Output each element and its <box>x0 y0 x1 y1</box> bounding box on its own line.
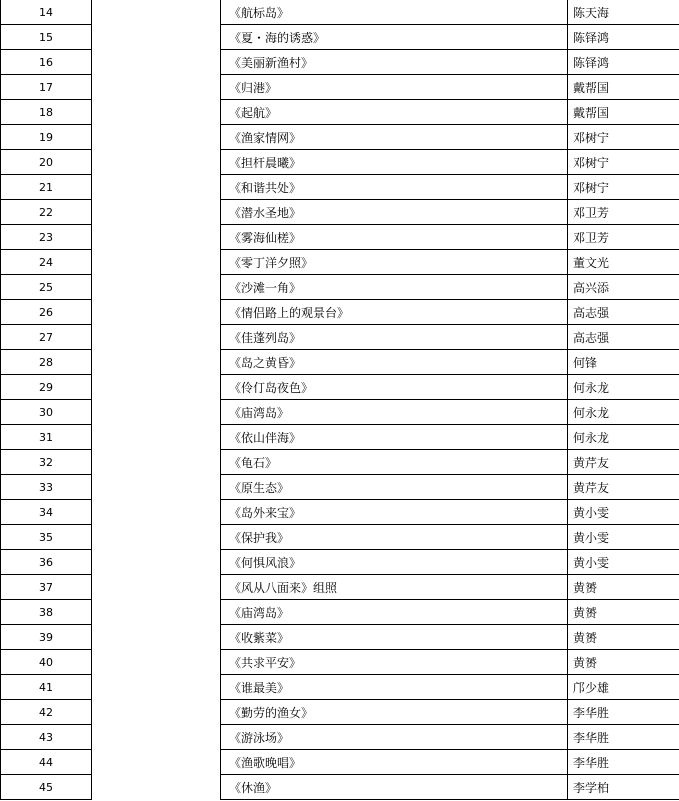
table-row <box>1 50 679 75</box>
table-row <box>1 325 679 350</box>
entry-title-cell: 《伶仃岛夜色》 <box>221 375 568 400</box>
entry-number-cell: 35 <box>1 525 92 550</box>
hidden-column-gap <box>92 625 221 650</box>
entry-number-cell: 39 <box>1 625 92 650</box>
entry-author-cell: 黄小雯 <box>568 500 679 525</box>
entry-author-cell: 黄芹友 <box>568 450 679 475</box>
entry-number-cell: 22 <box>1 200 92 225</box>
table-row <box>1 75 679 100</box>
entry-number-cell: 45 <box>1 775 92 800</box>
hidden-column-gap <box>92 725 221 750</box>
entry-number-cell: 36 <box>1 550 92 575</box>
entry-author-cell: 邓卫芳 <box>568 200 679 225</box>
table-row <box>1 450 679 475</box>
entry-author-cell: 邓树宁 <box>568 175 679 200</box>
hidden-column-gap <box>92 650 221 675</box>
entry-number-cell: 29 <box>1 375 92 400</box>
table-row <box>1 225 679 250</box>
entry-author-cell: 李华胜 <box>568 750 679 775</box>
entry-title-cell: 《何惧风浪》 <box>221 550 568 575</box>
table-row <box>1 475 679 500</box>
entry-author-cell: 黄赟 <box>568 650 679 675</box>
entry-author-cell: 黄小雯 <box>568 550 679 575</box>
hidden-column-gap <box>92 675 221 700</box>
entry-author-cell: 黄赟 <box>568 625 679 650</box>
entry-title-cell: 《和谐共处》 <box>221 175 568 200</box>
hidden-column-gap <box>92 400 221 425</box>
table-row <box>1 0 679 25</box>
hidden-column-gap <box>92 50 221 75</box>
entry-author-cell: 黄芹友 <box>568 475 679 500</box>
entry-title-cell: 《起航》 <box>221 100 568 125</box>
entry-number-cell: 31 <box>1 425 92 450</box>
table-row <box>1 100 679 125</box>
entry-title-cell: 《渔家情网》 <box>221 125 568 150</box>
hidden-column-gap <box>92 350 221 375</box>
entry-number-cell: 26 <box>1 300 92 325</box>
entry-title-cell: 《归港》 <box>221 75 568 100</box>
entry-author-cell: 何永龙 <box>568 375 679 400</box>
entry-number-cell: 16 <box>1 50 92 75</box>
table-row <box>1 350 679 375</box>
entry-number-cell: 34 <box>1 500 92 525</box>
entry-author-cell: 戴帮国 <box>568 75 679 100</box>
hidden-column-gap <box>92 425 221 450</box>
entry-title-cell: 《航标岛》 <box>221 0 568 25</box>
entry-author-cell: 高志强 <box>568 325 679 350</box>
table-row <box>1 675 679 700</box>
entry-title-cell: 《岛之黄昏》 <box>221 350 568 375</box>
entry-number-cell: 33 <box>1 475 92 500</box>
table-row <box>1 425 679 450</box>
entry-title-cell: 《沙滩一角》 <box>221 275 568 300</box>
hidden-column-gap <box>92 700 221 725</box>
entry-author-cell: 邓树宁 <box>568 150 679 175</box>
hidden-column-gap <box>92 375 221 400</box>
entry-number-cell: 25 <box>1 275 92 300</box>
table-row <box>1 750 679 775</box>
entry-author-cell: 何永龙 <box>568 425 679 450</box>
entry-number-cell: 40 <box>1 650 92 675</box>
hidden-column-gap <box>92 200 221 225</box>
entry-title-cell: 《岛外来宝》 <box>221 500 568 525</box>
table-row <box>1 700 679 725</box>
entry-title-cell: 《游泳场》 <box>221 725 568 750</box>
table-row <box>1 175 679 200</box>
entry-author-cell: 邝少雄 <box>568 675 679 700</box>
entry-number-cell: 15 <box>1 25 92 50</box>
entry-author-cell: 何锋 <box>568 350 679 375</box>
entry-number-cell: 41 <box>1 675 92 700</box>
entry-title-cell: 《情侣路上的观景台》 <box>221 300 568 325</box>
entry-number-cell: 14 <box>1 0 92 25</box>
table-row <box>1 400 679 425</box>
entry-number-cell: 38 <box>1 600 92 625</box>
hidden-column-gap <box>92 550 221 575</box>
table-row <box>1 250 679 275</box>
table-row <box>1 200 679 225</box>
entry-title-cell: 《勤劳的渔女》 <box>221 700 568 725</box>
table-row <box>1 625 679 650</box>
table-row <box>1 775 679 800</box>
hidden-column-gap <box>92 325 221 350</box>
entry-title-cell: 《保护我》 <box>221 525 568 550</box>
entry-title-cell: 《零丁洋夕照》 <box>221 250 568 275</box>
entry-number-cell: 30 <box>1 400 92 425</box>
entry-title-cell: 《休渔》 <box>221 775 568 800</box>
entry-title-cell: 《原生态》 <box>221 475 568 500</box>
entry-title-cell: 《渔歌晚唱》 <box>221 750 568 775</box>
entry-title-cell: 《庙湾岛》 <box>221 600 568 625</box>
hidden-column-gap <box>92 300 221 325</box>
entry-number-cell: 24 <box>1 250 92 275</box>
hidden-column-gap <box>92 500 221 525</box>
entry-author-cell: 邓树宁 <box>568 125 679 150</box>
entry-number-cell: 21 <box>1 175 92 200</box>
entry-title-cell: 《风从八面来》组照 <box>221 575 568 600</box>
table-body <box>1 0 679 800</box>
entry-author-cell: 邓卫芳 <box>568 225 679 250</box>
hidden-column-gap <box>92 600 221 625</box>
entry-author-cell: 何永龙 <box>568 400 679 425</box>
table-row <box>1 600 679 625</box>
hidden-column-gap <box>92 175 221 200</box>
table-row <box>1 300 679 325</box>
entry-title-cell: 《美丽新渔村》 <box>221 50 568 75</box>
hidden-column-gap <box>92 100 221 125</box>
table-row <box>1 575 679 600</box>
entry-author-cell: 黄赟 <box>568 600 679 625</box>
entry-number-cell: 23 <box>1 225 92 250</box>
entry-author-cell: 李学柏 <box>568 775 679 800</box>
hidden-column-gap <box>92 150 221 175</box>
hidden-column-gap <box>92 250 221 275</box>
table-row <box>1 550 679 575</box>
entry-title-cell: 《佳蓬列岛》 <box>221 325 568 350</box>
hidden-column-gap <box>92 0 221 25</box>
entry-author-cell: 陈铎鸿 <box>568 50 679 75</box>
entry-author-cell: 陈铎鸿 <box>568 25 679 50</box>
hidden-column-gap <box>92 75 221 100</box>
table-row <box>1 650 679 675</box>
entry-author-cell: 高兴添 <box>568 275 679 300</box>
hidden-column-gap <box>92 775 221 800</box>
hidden-column-gap <box>92 575 221 600</box>
table-row <box>1 525 679 550</box>
entry-number-cell: 43 <box>1 725 92 750</box>
hidden-column-gap <box>92 225 221 250</box>
entry-title-cell: 《收紫菜》 <box>221 625 568 650</box>
entry-title-cell: 《龟石》 <box>221 450 568 475</box>
hidden-column-gap <box>92 525 221 550</box>
entry-title-cell: 《共求平安》 <box>221 650 568 675</box>
entry-number-cell: 32 <box>1 450 92 475</box>
table-row <box>1 150 679 175</box>
hidden-column-gap <box>92 125 221 150</box>
entry-title-cell: 《雾海仙槎》 <box>221 225 568 250</box>
table-row <box>1 500 679 525</box>
entry-author-cell: 陈天海 <box>568 0 679 25</box>
entry-number-cell: 18 <box>1 100 92 125</box>
table-row <box>1 125 679 150</box>
entry-title-cell: 《潜水圣地》 <box>221 200 568 225</box>
entry-author-cell: 黄小雯 <box>568 525 679 550</box>
entry-number-cell: 42 <box>1 700 92 725</box>
entry-number-cell: 17 <box>1 75 92 100</box>
hidden-column-gap <box>92 25 221 50</box>
hidden-column-gap <box>92 275 221 300</box>
entry-author-cell: 戴帮国 <box>568 100 679 125</box>
entry-number-cell: 37 <box>1 575 92 600</box>
entry-title-cell: 《夏・海的诱惑》 <box>221 25 568 50</box>
entry-author-cell: 董文光 <box>568 250 679 275</box>
hidden-column-gap <box>92 750 221 775</box>
entry-title-cell: 《担杆晨曦》 <box>221 150 568 175</box>
hidden-column-gap <box>92 450 221 475</box>
entry-author-cell: 黄赟 <box>568 575 679 600</box>
entry-number-cell: 28 <box>1 350 92 375</box>
table-row <box>1 275 679 300</box>
entry-number-cell: 20 <box>1 150 92 175</box>
hidden-column-gap <box>92 475 221 500</box>
table-row <box>1 25 679 50</box>
entry-number-cell: 27 <box>1 325 92 350</box>
entry-author-cell: 李华胜 <box>568 700 679 725</box>
entry-title-cell: 《谁最美》 <box>221 675 568 700</box>
table-row <box>1 725 679 750</box>
entry-number-cell: 44 <box>1 750 92 775</box>
entry-author-cell: 高志强 <box>568 300 679 325</box>
entry-title-cell: 《庙湾岛》 <box>221 400 568 425</box>
entry-number-cell: 19 <box>1 125 92 150</box>
table-row <box>1 375 679 400</box>
entry-author-cell: 李华胜 <box>568 725 679 750</box>
entry-title-cell: 《依山伴海》 <box>221 425 568 450</box>
